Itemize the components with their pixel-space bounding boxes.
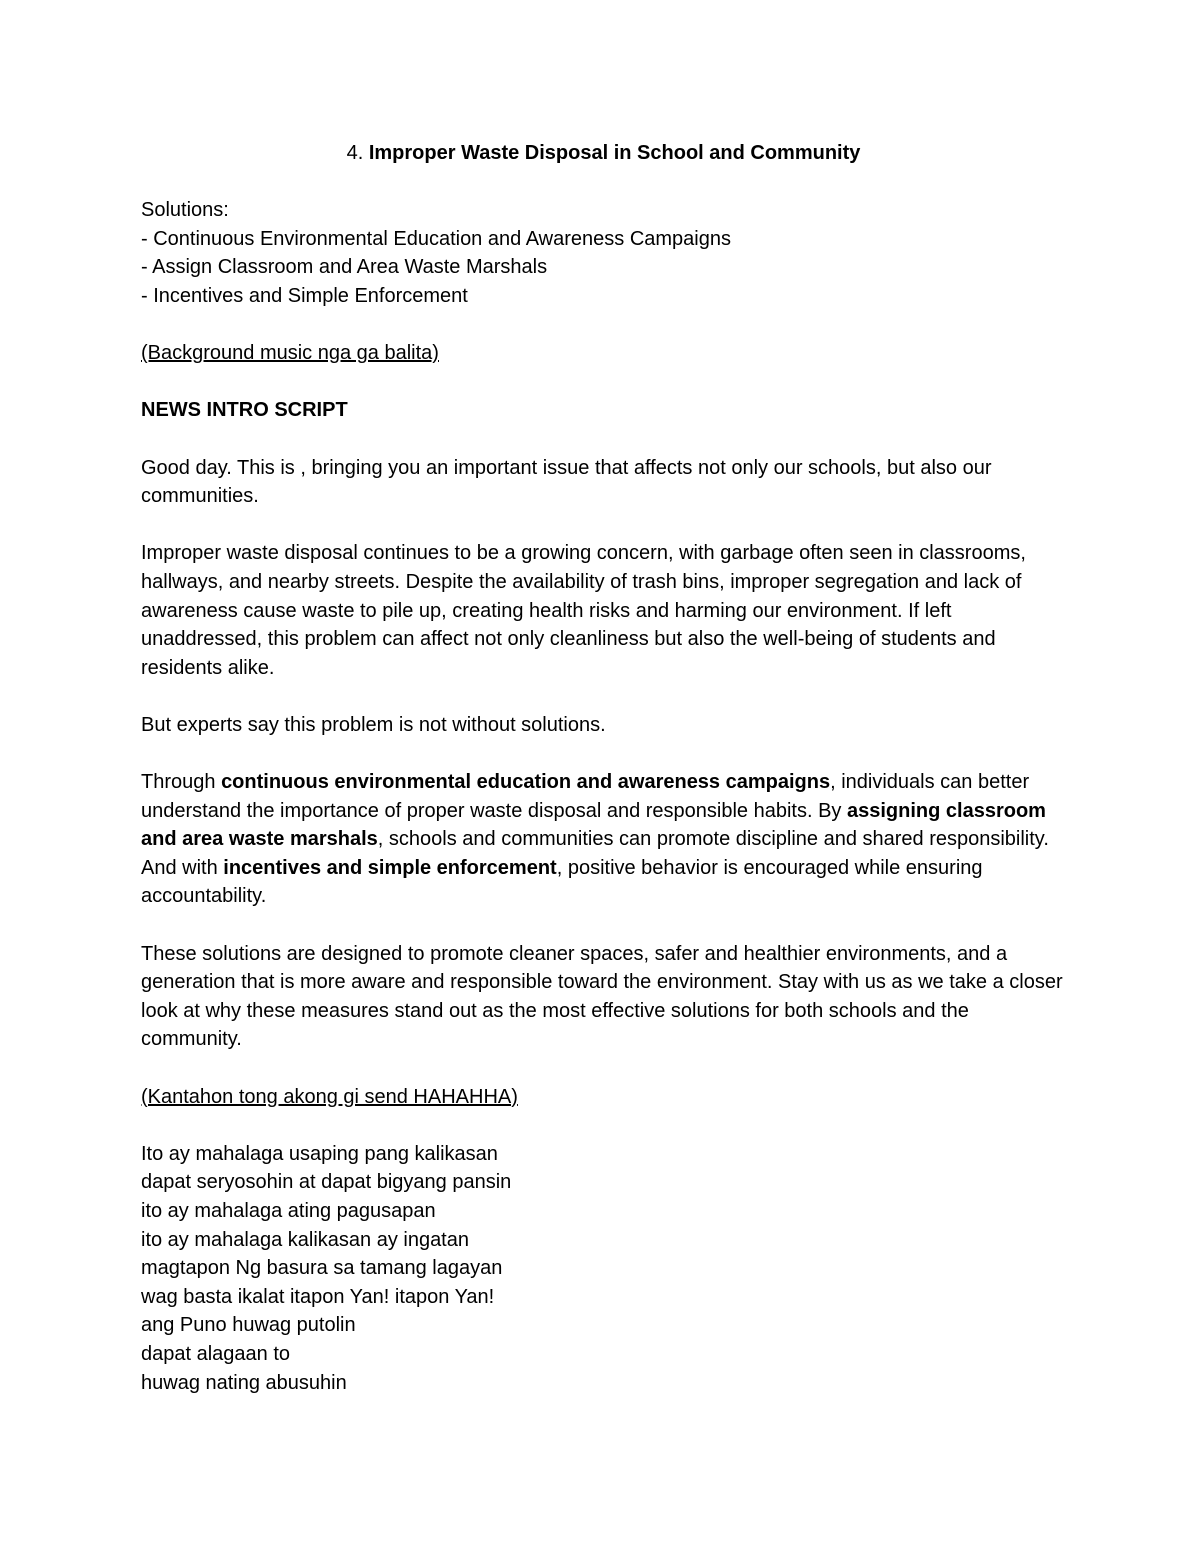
lyric-line: ang Puno huwag putolin [141, 1314, 356, 1337]
text-run: , individuals can better understand the importance of proper waste disposal and responsible habits. By [141, 771, 1030, 822]
lyric-line: Ito ay mahalaga usaping pang kalikasan [141, 1142, 498, 1165]
background-music-cue: (Background music nga ga balita) [141, 342, 439, 365]
title-text: Improper Waste Disposal in School and Community [368, 142, 861, 164]
solution-item-2: - Assign Classroom and Area Waste Marshals [141, 256, 548, 279]
lyric-line: wag basta ikalat itapon Yan! itapon Yan! [141, 1285, 495, 1308]
lyric-line: ito ay mahalaga ating pagusapan [141, 1199, 436, 1222]
paragraph-problem: Improper waste disposal continues to be a growing concern, with garbage often seen in classrooms, hallways, and nearby streets. Despite the availability of trash bins, improper segregation and lack of awareness cause waste to pile up, creating health risks and harming our environment. If left unaddressed, this problem can affect not only cleanliness but also the well-being of students and residents alike. [141, 542, 1026, 679]
lyric-line: dapat seryosohin at dapat bigyang pansin [141, 1171, 512, 1194]
song-cue: (Kantahon tong akong gi send HAHAHHA) [141, 1085, 518, 1108]
solutions-label: Solutions: [141, 199, 229, 222]
text-run: , positive behavior is encouraged while ensuring accountability. [141, 856, 983, 908]
lyric-line: huwag nating abusuhin [141, 1371, 347, 1394]
paragraph-solutions-detail [141, 768, 1066, 911]
text-run: Through [141, 771, 222, 794]
script-heading [141, 396, 1066, 425]
document-body [141, 139, 1066, 1397]
solution-item-1: - Continuous Environmental Education and Awareness Campaigns [141, 227, 731, 250]
lyric-line: dapat alagaan to [141, 1342, 291, 1365]
paragraph-closing: These solutions are designed to promote cleaner spaces, safer and healthier environments, and a generation that is more aware and responsible toward the environment. Stay with us as we take a closer look at why these measures stand out as the most effective solutions for both schools and the community. [141, 942, 1063, 1051]
solution-item-3: - Incentives and Simple Enforcement [141, 284, 468, 307]
document-title [141, 139, 1066, 168]
script-heading-text: NEWS INTRO SCRIPT [141, 399, 348, 422]
bold-run: continuous environmental education and awareness campaigns [221, 771, 831, 794]
bold-run: incentives and simple enforcement [223, 856, 557, 879]
paragraph-greeting: Good day. This is , bringing you an important issue that affects not only our schools, but also our communities. [141, 456, 992, 508]
song-lyrics [141, 1140, 1066, 1397]
lyric-line: ito ay mahalaga kalikasan ay ingatan [141, 1228, 469, 1251]
title-number: 4. [346, 142, 364, 164]
lyric-line: magtapon Ng basura sa tamang lagayan [141, 1257, 503, 1280]
paragraph-solutions-intro: But experts say this problem is not without solutions. [141, 713, 606, 736]
text-run: , schools and communities can promote discipline and shared responsibility. And with [141, 828, 1049, 879]
bold-run: assigning classroom and area waste marshals [141, 799, 1046, 851]
